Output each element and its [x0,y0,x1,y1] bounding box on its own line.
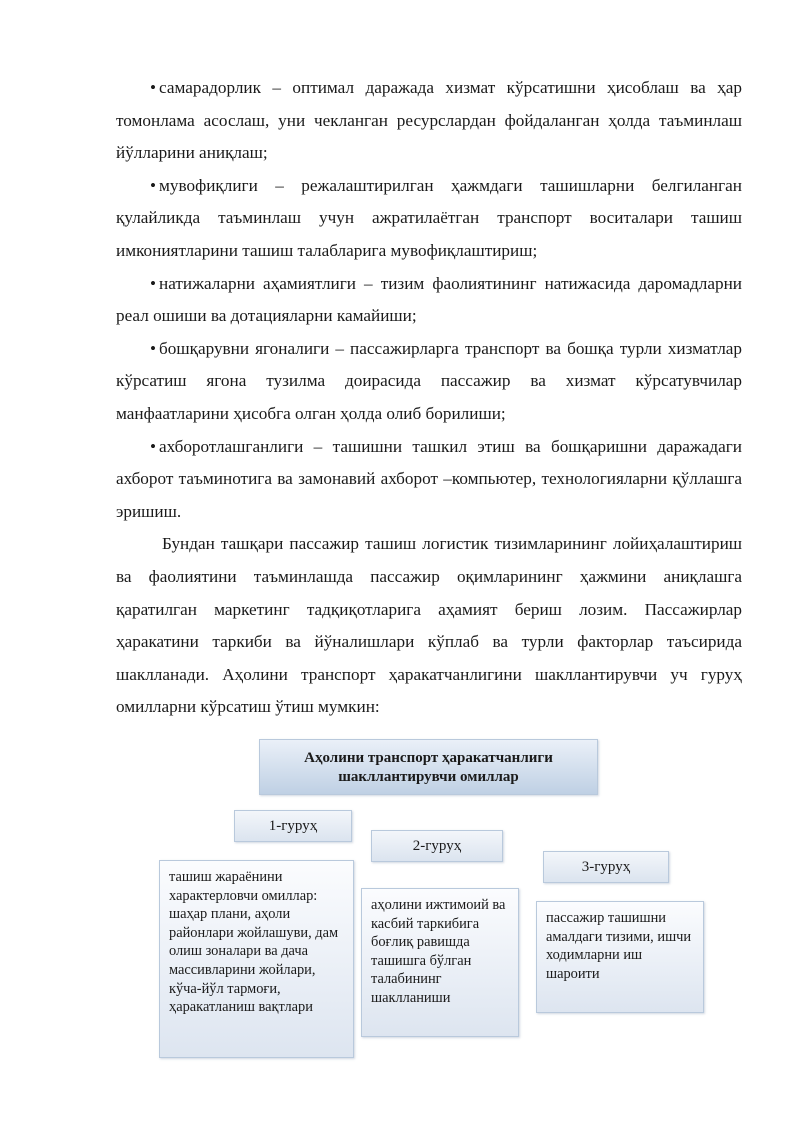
bullet-marker: • [150,338,157,358]
diagram-title-line: Аҳолини транспорт ҳаракатчанлиги [304,750,553,766]
bullet-text: натижаларни аҳамиятлиги – тизим фаолиятининг натижасида даромадларни реал ошиши ва дотацияларни камайиши; [116,273,742,326]
bullet-marker: • [150,78,157,97]
body-paragraph: Бундан ташқари пассажир ташиш логистик тизимларининг лойиҳалаштириш ва фаолиятини таъминлашда пассажир оқимларининг ҳажмини аниқлашга қаратилган маркетинг тадқиқотларига аҳамият бериш лозим. Пассажирлар ҳаракатини таркиби ва йўналишлари кўплаб ва турли факторлар таъсирида шаклланади. Аҳолини транспорт ҳаракатчанлигини шакллантирувчи уч гуруҳ омилларни кўрсатиш ўтиш мумкин: [116,534,742,717]
group-1-description-box: ташиш жараёнини характерловчи омиллар: шаҳар плани, аҳоли районлари жойлашуви, дам олиш зоналари ва дача массивларини жойлари, кўча-йўл тармоғи, ҳаракатланиш вақтлари [159,860,354,1058]
group-3-description-box: пассажир ташишни амалдаги тизими, ишчи ходимларни иш шароити [536,901,704,1013]
group-2-label-box: 2-гуруҳ [371,830,503,862]
bullet-text: мувофиқлиги – режалаштирилган ҳажмдаги ташишларни белгиланган қулайликда таъминлаш учун ажратилаётган транспорт воситалари ташиш имкониятларини ташиш талабларига мувофиқлаштириш; [116,175,742,260]
bullet-text: самарадорлик – оптимал даражада хизмат кўрсатишни ҳисоблаш ва ҳар томонлама асослаш, уни чекланган ресурслардан фойдаланган ҳолда таъминлаш йўлларини аниқлаш; [116,78,742,163]
bullet-marker: • [150,175,157,195]
group-2-description-box: аҳолини ижтимоий ва касбий таркибига боғлиқ равишда ташишга бўлган талабининг шаклланиши [361,888,519,1037]
bullet-marker: • [150,436,157,456]
bullet-marker: • [150,273,157,293]
group-1-label-box: 1-гуруҳ [234,810,352,842]
group-3-label-box: 3-гуруҳ [543,851,669,883]
diagram-title-line: шакллантирувчи омиллар [338,769,519,785]
diagram-title-box [259,739,598,795]
bullet-text: ахборотлашганлиги – ташишни ташкил этиш ва бошқаришни даражадаги ахборот таъминотига ва замонавий ахборот –компьютер, технологияларни қўллашга эришиш. [116,436,742,521]
bullet-text: бошқарувни ягоналиги – пассажирларга транспорт ва бошқа турли хизматлар кўрсатиш ягона тузилма доирасида пассажир ва хизмат кўрсатувчилар манфаатларини ҳисобга олган ҳолда олиб борилиши; [116,338,742,423]
